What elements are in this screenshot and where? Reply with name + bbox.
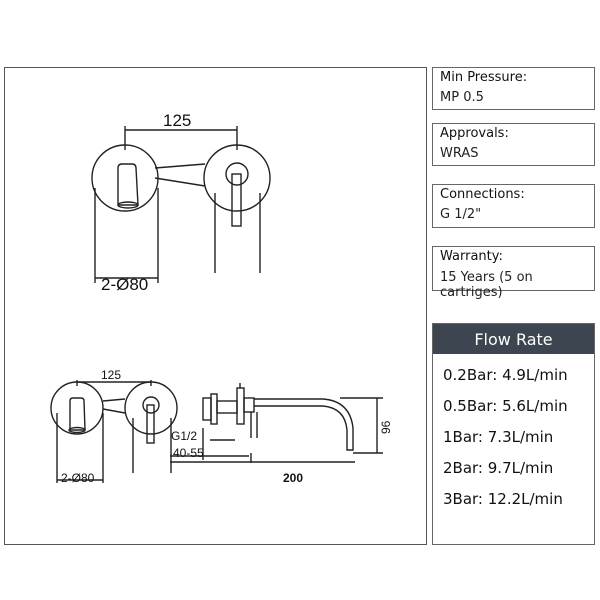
spec-label: Connections: — [440, 187, 525, 202]
dim-thread: G1/2 — [171, 429, 198, 443]
flow-rate-item: 1Bar: 7.3L/min — [443, 428, 554, 446]
front-view-large — [92, 126, 270, 283]
dim-width-large: 125 — [163, 111, 192, 130]
spec-label: Min Pressure: — [440, 70, 528, 85]
flow-rate-item: 0.2Bar: 4.9L/min — [443, 366, 568, 384]
dim-depth: 40-55 — [173, 446, 204, 460]
dim-height: 96 — [379, 420, 393, 434]
spec-label: Approvals: — [440, 126, 509, 141]
technical-drawing — [4, 67, 427, 545]
flow-rate-item: 0.5Bar: 5.6L/min — [443, 397, 568, 415]
dim-width-small: 125 — [101, 368, 122, 382]
spec-label: Warranty: — [440, 249, 503, 264]
front-view-small — [51, 380, 177, 483]
spec-min-pressure — [432, 67, 595, 110]
handle-lever — [232, 174, 241, 226]
spec-value: MP 0.5 — [440, 90, 484, 105]
spec-value: 15 Years (5 on cartriges) — [440, 270, 533, 300]
drawing-svg — [5, 68, 428, 546]
spec-value: G 1/2" — [440, 207, 482, 222]
connector-line — [155, 178, 205, 186]
flow-rate-item: 2Bar: 9.7L/min — [443, 459, 554, 477]
spec-warranty — [432, 246, 595, 300]
spout-shape — [118, 164, 138, 205]
connector-line — [155, 164, 205, 168]
spec-value: WRAS — [440, 146, 479, 161]
dim-diameter-large: 2-Ø80 — [101, 275, 149, 294]
flow-rate-item: 3Bar: 12.2L/min — [443, 490, 563, 508]
spec-connections — [432, 184, 595, 228]
dim-diameter-small: 2-Ø80 — [61, 471, 95, 485]
spout-plate-circle — [92, 145, 158, 211]
spec-approvals — [432, 123, 595, 166]
flow-rate-title: Flow Rate — [433, 324, 594, 354]
dim-length: 200 — [283, 471, 304, 485]
flow-rate-panel — [432, 323, 595, 545]
